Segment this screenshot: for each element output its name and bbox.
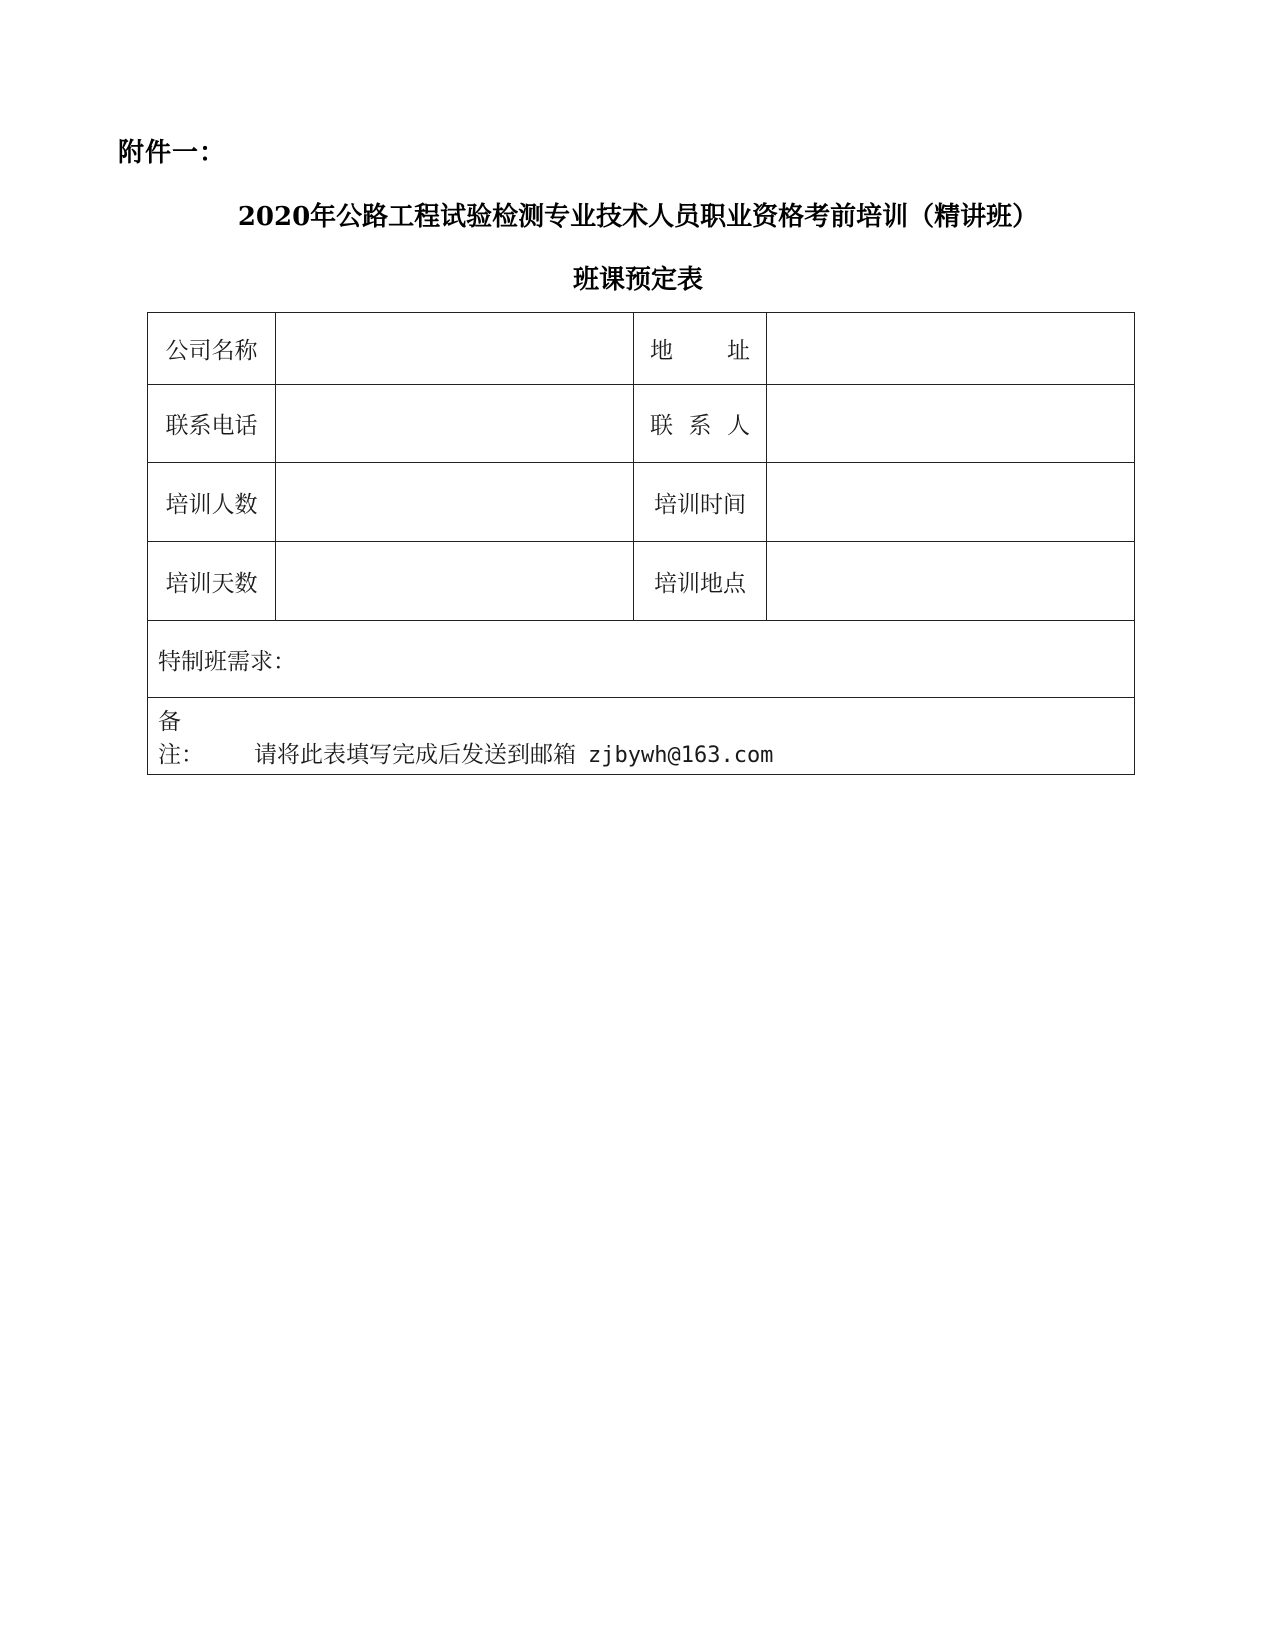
document-subtitle: 班课预定表 <box>572 265 703 295</box>
note-cell <box>148 698 1135 775</box>
special-request-field[interactable] <box>148 621 1135 698</box>
contact-person-label-char-1: 联 <box>650 413 673 439</box>
address-label <box>634 313 767 385</box>
form-row-contact <box>148 385 1135 463</box>
contact-person-label-char-2: 系 <box>688 413 712 439</box>
note-label-char-1: 备 <box>158 709 181 735</box>
form-row-special-request <box>148 621 1135 698</box>
trainee-count-label: 培训人数 <box>148 463 276 542</box>
form-row-days <box>148 542 1135 621</box>
note-label-char-2: 注： <box>158 742 204 768</box>
training-location-label: 培训地点 <box>634 542 767 621</box>
note-label <box>158 703 254 769</box>
trainee-count-field[interactable] <box>276 463 634 542</box>
contact-person-field[interactable] <box>767 385 1135 463</box>
training-time-label: 培训时间 <box>634 463 767 542</box>
contact-phone-label: 联系电话 <box>148 385 276 463</box>
contact-person-label <box>634 385 767 463</box>
address-field[interactable] <box>767 313 1135 385</box>
form-row-training <box>148 463 1135 542</box>
form-row-company <box>148 313 1135 385</box>
company-name-field[interactable] <box>276 313 634 385</box>
address-label-char-1: 地 <box>650 338 673 364</box>
attachment-label: 附件一： <box>118 138 227 168</box>
training-days-label: 培训天数 <box>148 542 276 621</box>
note-email-link[interactable]: zjbywh@163.com <box>588 743 774 768</box>
contact-person-label-char-3: 人 <box>727 413 750 439</box>
training-time-field[interactable] <box>767 463 1135 542</box>
contact-phone-field[interactable] <box>276 385 634 463</box>
form-row-note <box>148 698 1135 775</box>
company-name-label: 公司名称 <box>148 313 276 385</box>
document-title: 2020年公路工程试验检测专业技术人员职业资格考前培训（精讲班） <box>237 202 1039 232</box>
training-days-field[interactable] <box>276 542 634 621</box>
special-request-label: 特制班需求： <box>158 648 296 675</box>
note-text: 请将此表填写完成后发送到邮箱 <box>254 742 576 768</box>
training-location-field[interactable] <box>767 542 1135 621</box>
address-label-char-2: 址 <box>727 338 750 364</box>
booking-form-table <box>147 312 1135 775</box>
